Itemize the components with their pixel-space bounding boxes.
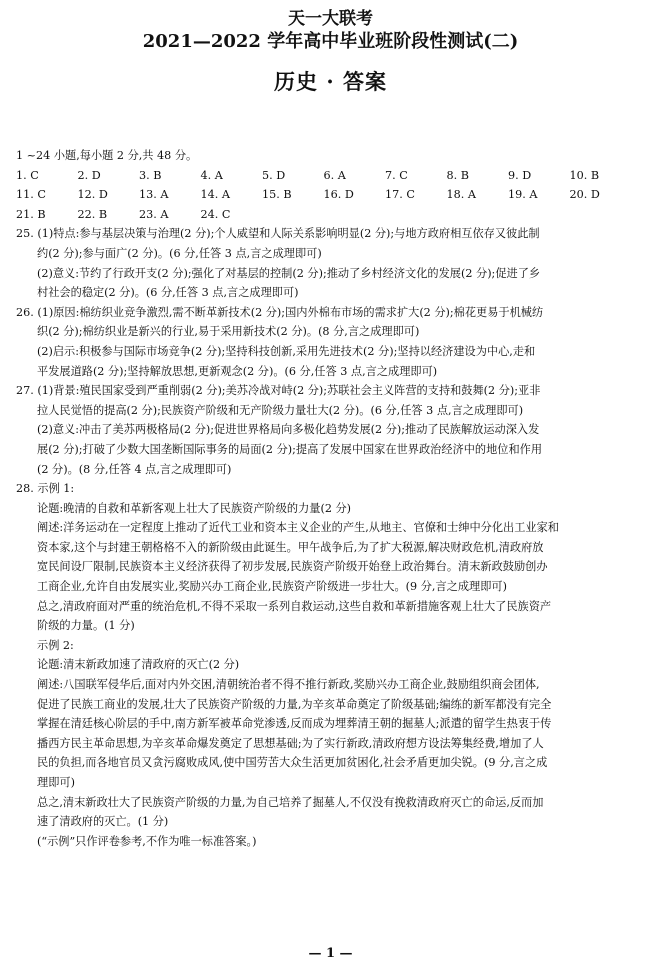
mc-answers xyxy=(16,166,648,225)
mc-answer: 14. A xyxy=(200,188,230,202)
answer-line: 阐述:八国联军侵华后,面对内外交困,清朝统治者不得不推行新政,奖励兴办工商企业,鼓励组织商会团体, xyxy=(37,678,540,692)
answer-line: 平发展道路(2 分);坚持解放思想,更新观念(2 分)。(6 分,任答 3 点,言之成理即可) xyxy=(37,364,438,378)
mc-row xyxy=(16,185,648,205)
mc-answer: 7. C xyxy=(385,168,408,182)
mc-answer: 22. B xyxy=(77,207,108,221)
essay-answers xyxy=(16,224,648,851)
answer-line: 展(2 分);打破了少数大国垄断国际事务的局面(2 分);提高了发展中国家在世界政治经济中的地位和作用 xyxy=(37,442,543,456)
answer-line: 27. (1)背景:殖民国家受到严重削弱(2 分);美苏冷战对峙(2 分);苏联社会主义阵营的支持和鼓舞(2 分);亚非 xyxy=(16,384,541,398)
answer-line: 拉人民觉悟的提高(2 分);民族资产阶级和无产阶级力量壮大(2 分)。(6 分,任答 3 点,言之成理即可) xyxy=(37,403,524,417)
mc-answer: 17. C xyxy=(385,188,415,202)
subject-title: 历史 · 答案 xyxy=(274,69,387,94)
answer-line: (2 分)。(8 分,任答 4 点,言之成理即可) xyxy=(37,462,232,476)
answer-line: 促进了民族工商业的发展,壮大了民族资产阶级的力量,为辛亥革命奠定了阶级基础;编练的新军都没有完全 xyxy=(37,697,552,711)
mc-answer: 6. A xyxy=(323,168,346,182)
exam-organization: 天一大联考 xyxy=(288,9,373,29)
answer-line: (“示例”只作评卷参考,不作为唯一标准答案。) xyxy=(37,834,257,848)
mc-answer: 9. D xyxy=(508,168,532,182)
answer-line: 28. 示例 1: xyxy=(16,482,75,496)
answer-line: 论题:晚清的自救和革新客观上壮大了民族资产阶级的力量(2 分) xyxy=(37,501,352,515)
mc-answer: 19. A xyxy=(508,188,538,202)
answer-line: (2)意义:节约了行政开支(2 分);强化了对基层的控制(2 分);推动了乡村经济文化的发展(2 分);促进了乡 xyxy=(37,266,541,280)
answer-line: 掌握在清廷核心阶层的手中,南方新军被革命党渗透,反而成为埋葬清王朝的掘墓人;派遣的留学生热衷于传 xyxy=(37,717,552,731)
answer-line: (2)启示:积极参与国际市场竞争(2 分);坚持科技创新,采用先进技术(2 分);坚持以经济建设为中心,走和 xyxy=(37,344,536,358)
answer-line: 示例 2: xyxy=(37,638,74,652)
answer-line: 约(2 分);参与面广(2 分)。(6 分,任答 3 点,言之成理即可) xyxy=(37,246,322,260)
mc-answer: 21. B xyxy=(16,207,46,221)
mc-answer: 2. D xyxy=(77,168,101,182)
answer-line: 26. (1)原因:棉纺织业竞争激烈,需不断革新技术(2 分);国内外棉布市场的需求扩大(2 分);棉花更易于机械纺 xyxy=(16,305,544,319)
answer-line: 资本家,这个与封建王朝格格不入的新阶级由此诞生。甲午战争后,为了扩大税源,解决财政危机,清政府放 xyxy=(37,540,544,554)
mc-intro: 1 ~24 小题,每小题 2 分,共 48 分。 xyxy=(16,149,198,162)
mc-answer: 24. C xyxy=(200,207,231,221)
mc-answer: 23. A xyxy=(139,207,169,221)
mc-answer: 5. D xyxy=(262,168,286,182)
mc-answer: 3. B xyxy=(139,168,162,182)
answer-line: 宽民间设厂限制,民族资本主义经济获得了初步发展,民族资产阶级开始登上政治舞台。清末新政鼓励创办 xyxy=(37,560,548,574)
answer-line: 总之,清政府面对严重的统治危机,不得不采取一系列自救运动,这些自救和革新措施客观上壮大了民族资产 xyxy=(37,599,552,613)
answer-line: 工商企业,允许自由发展实业,奖励兴办工商企业,民族资产阶级进一步壮大。(9 分,言之成理即可) xyxy=(37,580,507,594)
mc-answer: 12. D xyxy=(77,188,108,202)
answer-content xyxy=(16,146,648,851)
answer-line: 总之,清末新政壮大了民族资产阶级的力量,为自己培养了掘墓人,不仅没有挽救清政府灭亡的命运,反而加 xyxy=(37,795,544,809)
answer-line: 阶级的力量。(1 分) xyxy=(37,619,135,633)
page-number: — 1 — xyxy=(308,946,353,961)
answer-line: 村社会的稳定(2 分)。(6 分,任答 3 点,言之成理即可) xyxy=(37,286,299,300)
answer-line: 论题:清末新政加速了清政府的灭亡(2 分) xyxy=(37,658,240,672)
mc-answer: 11. C xyxy=(16,188,46,202)
answer-line: 织(2 分);棉纺织业是新兴的行业,易于采用新技术(2 分)。(8 分,言之成理即可) xyxy=(37,325,420,339)
mc-answer: 16. D xyxy=(323,188,354,202)
answer-line: (2)意义:冲击了美苏两极格局(2 分);促进世界格局向多极化趋势发展(2 分);推动了民族解放运动深入发 xyxy=(37,423,540,437)
answer-line: 民的负担,而各地官员又贪污腐败成风,使中国劳苦大众生活更加贫困化,社会矛盾更加尖锐。(9 分,言之成 xyxy=(37,756,548,770)
mc-answer: 1. C xyxy=(16,168,39,182)
answer-line: 25. (1)特点:参与基层决策与治理(2 分);个人威望和人际关系影响明显(2 分);与地方政府相互依存又彼此制 xyxy=(16,227,540,241)
mc-answer: 18. A xyxy=(446,188,476,202)
mc-answer: 13. A xyxy=(139,188,169,202)
answer-line: 理即可) xyxy=(37,776,75,789)
mc-answer: 15. B xyxy=(262,188,292,202)
mc-answer: 4. A xyxy=(200,168,223,182)
answer-line: 播西方民主革命思想,为辛亥革命爆发奠定了思想基础;为了实行新政,清政府想方设法筹集经费,增加了人 xyxy=(37,736,544,750)
answer-line: 速了清政府的灭亡。(1 分) xyxy=(37,815,169,829)
mc-answer: 8. B xyxy=(446,168,469,182)
mc-answer: 20. D xyxy=(569,188,600,202)
answer-line: 阐述:洋务运动在一定程度上推动了近代工业和资本主义企业的产生,从地主、官僚和士绅中分化出工业家和 xyxy=(37,521,559,535)
mc-answer: 10. B xyxy=(569,168,600,182)
mc-row xyxy=(16,205,648,225)
mc-row xyxy=(16,166,648,186)
exam-title: 2021—2022 学年高中毕业班阶段性测试(二) xyxy=(142,31,519,52)
